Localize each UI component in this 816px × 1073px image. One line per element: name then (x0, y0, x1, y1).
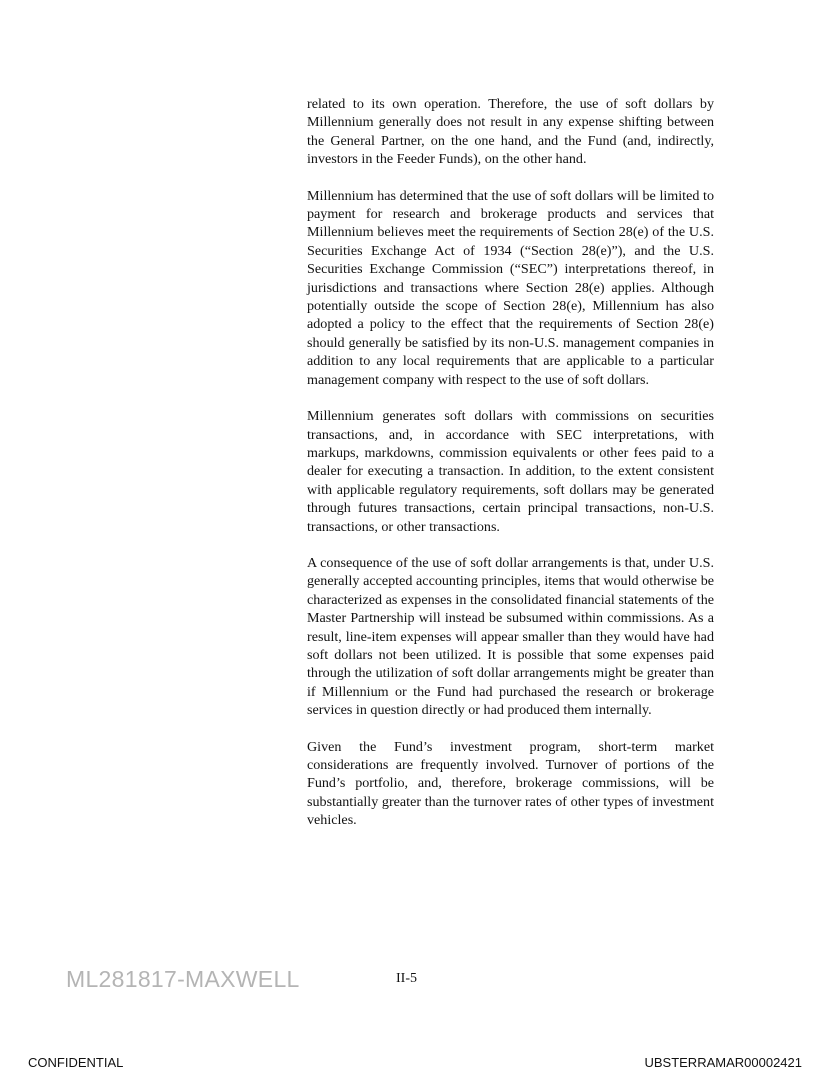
paragraph-4: A consequence of the use of soft dollar arrangements is that, under U.S. generally accepted accounting principles, items that would otherwise be characterized as expenses in the consolidated financial statements of the Master Partnership will instead be subsumed within commissions. As a result, line-item expenses will appear smaller than they would have had soft dollars not been utilized. It is possible that some expenses paid through the utilization of soft dollar arrangements might be greater than if Millennium or the Fund had purchased the research or brokerage services in question directly or had produced them internally. (307, 554, 714, 719)
paragraph-5: Given the Fund’s investment program, short-term market considerations are frequently involved. Turnover of portions of the Fund’s portfolio, and, therefore, brokerage commissions, will be substantially greater than the turnover rates of other types of investment vehicles. (307, 738, 714, 829)
control-number: UBSTERRAMAR00002421 (644, 1055, 802, 1070)
paragraph-1: related to its own operation. Therefore, the use of soft dollars by Millennium generally does not result in any expense shifting between the General Partner, on the one hand, and the Fund (and, indirectly, investors in the Feeder Funds), on the other hand. (307, 96, 714, 168)
body-text-column (307, 95, 714, 848)
paragraph-3: Millennium generates soft dollars with commissions on securities transactions, and, in accordance with SEC interpretations, with markups, markdowns, commission equivalents or other fees paid to a dealer for executing a transaction. In addition, to the extent consistent with applicable regulatory requirements, soft dollars may be generated through futures transactions, certain principal transactions, non-U.S. transactions, or other transactions. (307, 408, 714, 535)
paragraph-2: Millennium has determined that the use of soft dollars will be limited to payment for research and brokerage products and services that Millennium believes meet the requirements of Section 28(e) of the U.S. Securities Exchange Act of 1934 (“Section 28(e)”), and the U.S. Securities Exchange Commission (“SEC”) interpretations thereof, in jurisdictions and transactions where Section 28(e) applies. Although potentially outside the scope of Section 28(e), Millennium has also adopted a policy to the effect that the requirements of Section 28(e) should generally be satisfied by its non-U.S. management companies in addition to any local requirements that are applicable to a particular management company with respect to the use of soft dollars. (307, 187, 714, 388)
bates-stamp: ML281817-MAXWELL (66, 966, 300, 992)
confidentiality-label: CONFIDENTIAL (28, 1055, 124, 1070)
page-number: II-5 (396, 971, 417, 986)
